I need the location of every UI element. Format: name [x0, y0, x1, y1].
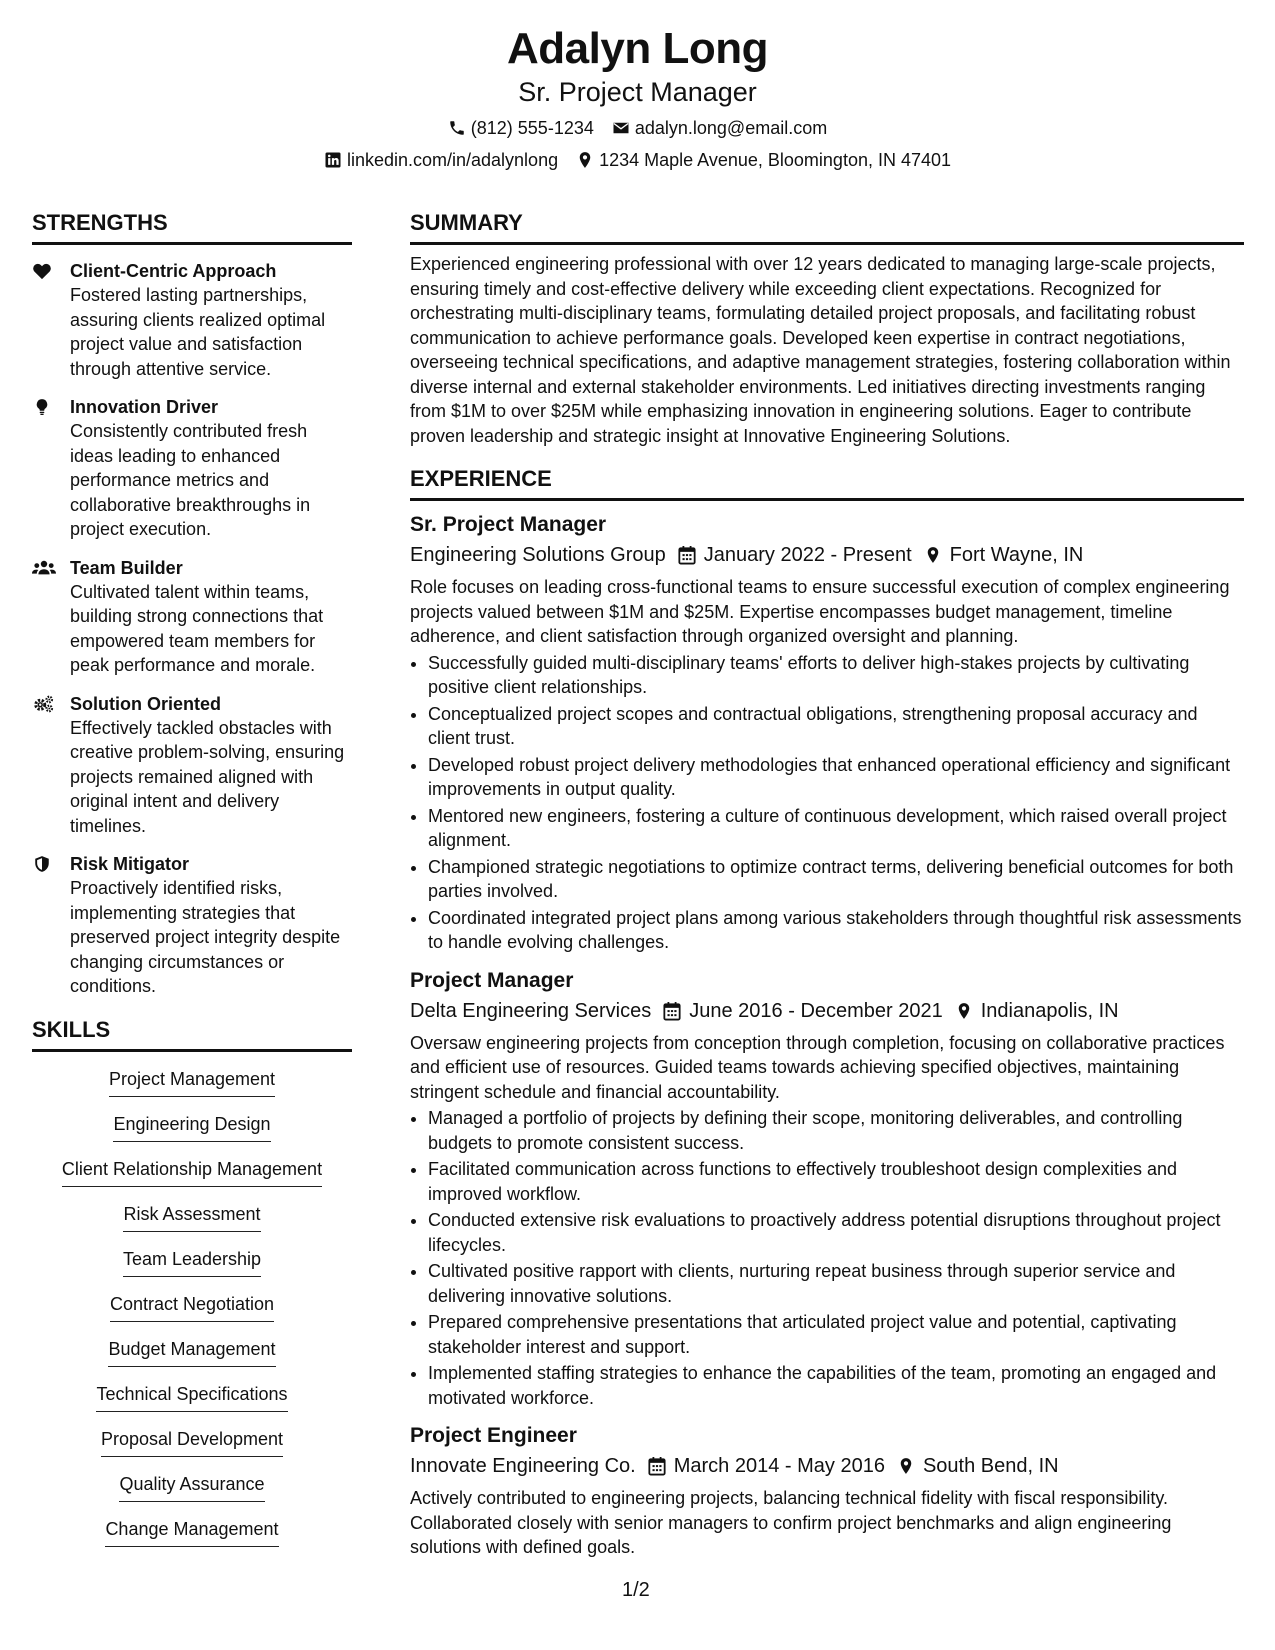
skill-item: Quality Assurance	[119, 1473, 264, 1502]
job-bullet: • Coordinated integrated project plans among various stakeholders through thoughtful risk assessments to handle evolving challenges.	[428, 906, 1244, 955]
job-location: South Bend, IN	[922, 1455, 1059, 1477]
candidate-name: Adalyn Long	[507, 24, 768, 73]
job-bullet: • Cultivated positive rapport with clients, nurturing repeat business through superior service and delivering innovative solutions.	[428, 1259, 1244, 1308]
job-dates: March 2014 - May 2016	[673, 1455, 885, 1477]
job-title: Project Manager	[410, 968, 574, 992]
strength-name: Client-Centric Approach	[70, 261, 277, 281]
calendar-icon	[678, 545, 696, 565]
strength-desc: Fostered lasting partnerships, assuring clients realized optimal project value and satisfaction through attentive service.	[70, 285, 326, 379]
lightbulb-icon	[32, 398, 52, 416]
skill-item: Project Management	[109, 1068, 275, 1097]
job-company: Innovate Engineering Co.	[410, 1455, 636, 1477]
strength-item	[32, 852, 352, 999]
email-text: adalyn.long@email.com	[634, 118, 828, 138]
strength-desc: Cultivated talent within teams, building strong connections that empowered team members for peak performance and morale.	[70, 581, 324, 675]
email-contact[interactable]	[612, 116, 827, 140]
right-column	[410, 210, 1244, 1560]
skill-item: Technical Specifications	[96, 1383, 287, 1412]
job-meta	[410, 997, 1244, 1025]
job-title: Project Engineer	[410, 1424, 577, 1447]
job-company: Delta Engineering Services	[410, 999, 652, 1022]
gears-icon	[32, 695, 56, 713]
skills-heading: SKILLS	[32, 1017, 352, 1052]
resume-header	[0, 22, 1275, 172]
job-bullets	[410, 651, 1244, 955]
linkedin-text: linkedin.com/in/adalynlong	[346, 150, 559, 170]
job-description: Oversaw engineering projects from conception through completion, focusing on collaborative practices and efficient use of resources. Guided teams towards achieving specified objectives, maintaining stringent schedule and financial accountability.	[410, 1032, 1225, 1102]
job-bullet: • Championed strategic negotiations to optimize contract terms, delivering beneficial outcomes for both parties involved.	[428, 855, 1244, 904]
job-bullet: • Managed a portfolio of projects by defining their scope, monitoring deliverables, and controlling budgets to promote consistent success.	[428, 1106, 1244, 1155]
map-pin-icon	[576, 151, 594, 169]
strength-desc: Proactively identified risks, implementing strategies that preserved project integrity despite changing circumstances or conditions.	[70, 878, 341, 996]
linkedin-contact[interactable]	[324, 148, 558, 172]
contact-row-2	[0, 148, 1275, 172]
job-bullet: • Conducted extensive risk evaluations to proactively address potential disruptions throughout project lifecycles.	[428, 1208, 1244, 1257]
skill-item: Team Leadership	[123, 1248, 261, 1277]
contact-row-1	[0, 116, 1275, 140]
job-location: Fort Wayne, IN	[949, 544, 1084, 566]
strength-name: Solution Oriented	[70, 693, 221, 714]
job-meta	[410, 541, 1244, 569]
skill-item: Change Management	[105, 1518, 278, 1547]
skill-item: Proposal Development	[101, 1428, 283, 1457]
skill-item: Client Relationship Management	[62, 1158, 322, 1187]
phone-icon	[448, 119, 466, 137]
calendar-icon	[663, 1001, 681, 1021]
job-dates-group	[678, 541, 912, 569]
candidate-title: Sr. Project Manager	[518, 77, 757, 107]
job-bullets	[410, 1106, 1244, 1410]
job-description: Role focuses on leading cross-functional teams to ensure successful execution of complex engineering projects valued between $1M and $25M. Expertise encompasses budget management, timeline adherence, and client satisfaction through organized oversight and planning.	[410, 577, 1230, 646]
phone-contact[interactable]	[448, 116, 594, 140]
job-description: Actively contributed to engineering projects, balancing technical fidelity with fiscal responsibility. Collaborated closely with senior managers to confirm project benchmarks and align engineering solutions with defined goals.	[410, 1488, 1172, 1557]
job-bullet: • Implemented staffing strategies to enhance the capabilities of the team, promoting an engaged and motivated workforce.	[428, 1361, 1244, 1410]
map-pin-icon	[955, 1001, 973, 1021]
map-pin-icon	[897, 1456, 915, 1476]
job-meta	[410, 1452, 1244, 1480]
address-text: 1234 Maple Avenue, Bloomington, IN 47401	[599, 150, 952, 170]
skill-item: Budget Management	[108, 1338, 275, 1367]
strength-item	[32, 556, 352, 678]
skill-item: Risk Assessment	[123, 1203, 260, 1232]
job-bullet: • Successfully guided multi-disciplinary teams' efforts to deliver high-stakes projects by cultivating positive client relationships.	[428, 651, 1244, 700]
summary-heading: SUMMARY	[410, 210, 1244, 245]
strength-name: Team Builder	[70, 557, 183, 578]
job-bullet: • Conceptualized project scopes and contractual obligations, strengthening proposal accuracy and client trust.	[428, 702, 1244, 751]
users-icon	[32, 559, 56, 577]
job-location-group	[955, 997, 1119, 1025]
job-entry	[410, 967, 1244, 1411]
strength-item	[32, 395, 352, 542]
phone-text: (812) 555-1234	[470, 118, 594, 138]
map-pin-icon	[924, 545, 942, 565]
job-dates: January 2022 - Present	[703, 544, 912, 566]
job-company: Engineering Solutions Group	[410, 544, 666, 566]
linkedin-icon	[324, 151, 342, 169]
strength-name: Innovation Driver	[70, 397, 219, 417]
job-title: Sr. Project Manager	[410, 513, 607, 536]
job-bullet: • Developed robust project delivery methodologies that enhanced operational efficiency and significant improvements in output quality.	[428, 753, 1244, 802]
job-location: Indianapolis, IN	[980, 999, 1119, 1022]
strength-name: Risk Mitigator	[70, 854, 190, 874]
address-contact	[576, 148, 951, 172]
job-location-group	[924, 541, 1084, 569]
shield-icon	[32, 855, 52, 873]
job-bullet: • Mentored new engineers, fostering a culture of continuous development, which raised overall project alignment.	[428, 804, 1244, 853]
strengths-heading: STRENGTHS	[32, 210, 352, 245]
job-dates: June 2016 - December 2021	[689, 999, 943, 1022]
strength-item	[32, 692, 352, 839]
skill-item: Engineering Design	[113, 1113, 270, 1142]
envelope-icon	[612, 119, 630, 137]
page-number: 1/2	[622, 1579, 650, 1601]
heart-icon	[32, 262, 52, 280]
skills-list	[32, 1068, 352, 1563]
job-entry	[410, 511, 1244, 955]
skill-item: Contract Negotiation	[110, 1293, 274, 1322]
strength-item	[32, 259, 352, 381]
job-dates-group	[648, 1452, 885, 1480]
calendar-icon	[648, 1456, 666, 1476]
job-location-group	[897, 1452, 1059, 1480]
summary-text: Experienced engineering professional with over 12 years dedicated to managing large-scale projects, ensuring timely and cost-effective delivery while exceeding client expectations. Recognized for orchestrating multi-disciplinary teams, formulating detailed project proposals, and facilitating robust communication to achieve performance goals. Developed keen expertise in contract negotiations, overseeing technical specifications, and adaptive management strategies, fostering collaboration within diverse internal and external stakeholder environments. Led initiatives directing investments ranging from $1M to over $25M while emphasizing innovation in engineering solutions. Eager to contribute proven leadership and strategic insight at Innovative Engineering Solutions.	[410, 254, 1231, 446]
job-bullet: • Prepared comprehensive presentations that articulated project value and potential, captivating stakeholder interest and support.	[428, 1310, 1244, 1359]
job-entry	[410, 1422, 1244, 1560]
left-column	[32, 210, 352, 1563]
job-bullet: • Facilitated communication across functions to effectively troubleshoot design complexities and improved workflow.	[428, 1157, 1244, 1206]
job-dates-group	[663, 997, 943, 1025]
strength-desc: Effectively tackled obstacles with creative problem-solving, ensuring projects remained aligned with original intent and delivery timelines.	[70, 717, 345, 836]
experience-heading: EXPERIENCE	[410, 466, 1244, 501]
strength-desc: Consistently contributed fresh ideas leading to enhanced performance metrics and collaborative breakthroughs in project execution.	[70, 421, 311, 539]
